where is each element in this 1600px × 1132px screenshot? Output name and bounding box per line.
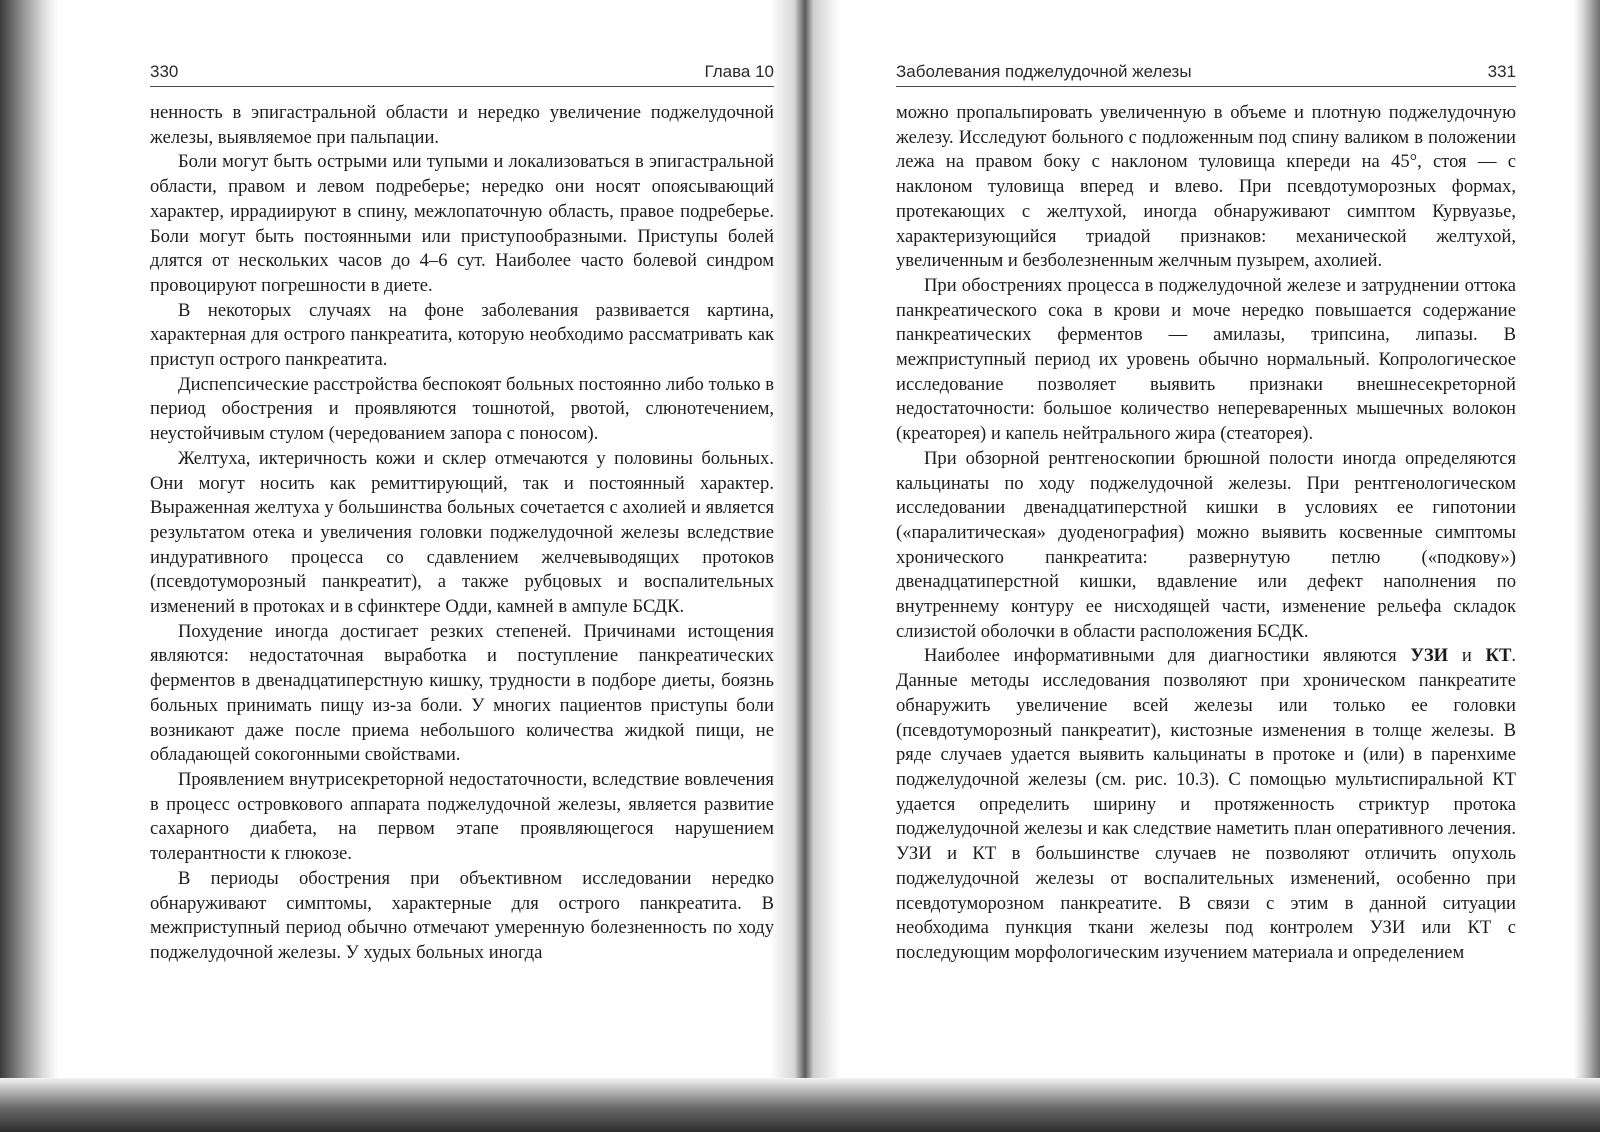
paragraph: Диспепсические расстройства беспокоят больных постоянно либо только в период обострения и проявляются тошнотой, рвотой, слюнотечением, неустойчивым стулом (чередованием запора с поносом). [150, 373, 774, 445]
right-page-header [896, 62, 1516, 87]
paragraph-lead: Наиболее информативными для диагностики являются [924, 645, 1397, 667]
paragraph: можно пропальпировать увеличенную в объеме и плотную поджелудочную железу. Исследуют больного с подложенным под спину валиком в положении лежа на правом боку с наклоном туловища кпереди на 45°, стоя — с наклоном туловища вперед и влево. При псевдотуморозных формах, протекающих с желтухой, иногда обнаруживают симптом Курвуазье, характеризующийся триадой признаков: механической желтухой, увеличенным и безболезненным желчным пузырем, ахолией. [896, 102, 1516, 272]
paragraph: Желтуха, иктеричность кожи и склер отмечаются у половины больных. Они могут носить как ремиттирующий, так и постоянный характер. Выраженная желтуха у большинства больных сочетается с ахолией и является результатом отека и увеличения головки поджелудочной железы вследствие индуративного процесса со сдавлением желчевыводящих протоков (псевдотуморозный панкреатит), а также рубцовых и воспалительных изменений в протоках и в сфинктере Одди, камней в ампуле БСДК. [150, 447, 774, 618]
bottom-scan-shadow [0, 1078, 1600, 1132]
left-page-body [150, 101, 774, 966]
book-gutter-fold [770, 0, 840, 1132]
paragraph: Проявлением внутрисекреторной недостаточности, вследствие вовлечения в процесс островкового аппарата поджелудочной железы, является развитие сахарного диабета, на первом этапе проявляющегося нарушением толерантности к глюкозе. [150, 768, 774, 865]
running-title: Глава 10 [704, 62, 774, 81]
right-page-body [896, 101, 1516, 966]
paragraph: Боли могут быть острыми или тупыми и локализоваться в эпигастральной области, правом и левом подреберье; нередко они носят опоясывающий характер, иррадиируют в спину, межлопаточную область, правое подреберье. Боли могут быть постоянными или приступообразными. Приступы болей длятся от нескольких часов до 4–6 сут. Наиболее часто болевой синдром провоцируют погрешности в диете. [150, 151, 774, 296]
running-title: Заболевания поджелудочной железы [896, 62, 1192, 81]
term-uzi: УЗИ [1410, 645, 1449, 667]
right-page [896, 62, 1516, 966]
right-page-edge-shadow [1574, 0, 1600, 1132]
paragraph: В периоды обострения при объективном исследовании нередко обнаруживают симптомы, характерные для острого панкреатита. В межприступный период обычно отмечают умеренную болезненность по ходу поджелудочной железы. У худых больных иногда [150, 867, 774, 963]
left-page [150, 62, 774, 966]
paragraph: ненность в эпигастральной области и нередко увеличение поджелудочной железы, выявляемое при пальпации. [150, 102, 774, 148]
left-page-edge-shadow [0, 0, 58, 1132]
term-kt: КТ [1485, 645, 1512, 667]
page-number: 331 [1487, 62, 1516, 81]
conjunction: и [1461, 645, 1472, 667]
paragraph-diagnostics [896, 644, 1516, 965]
page-number: 330 [150, 62, 179, 81]
paragraph: При обострениях процесса в поджелудочной железе и затруднении оттока панкреатического сока в крови и моче нередко повышается содержание панкреатических ферментов — амилазы, трипсина, липазы. В межприступный период их уровень обычно нормальный. Копрологическое исследование позволяет выявить признаки внешнесекреторной недостаточности: большое количество непереваренных мышечных волокон (креаторея) и капель нейтрального жира (стеаторея). [896, 274, 1516, 445]
paragraph: Похудение иногда достигает резких степеней. Причинами истощения являются: недостаточная выработка и поступление панкреатических ферментов в двенадцатиперстную кишку, трудности в подборе диеты, боязнь больных принимать пищу из-за боли. У многих пациентов приступы боли возникают даже после приема небольшого количества жидкой пищи, не обладающей сокогонными свойствами. [150, 620, 774, 766]
paragraph: В некоторых случаях на фоне заболевания развивается картина, характерная для острого панкреатита, которую необходимо рассматривать как приступ острого панкреатита. [150, 299, 774, 371]
paragraph: При обзорной рентгеноскопии брюшной полости иногда определяются кальцинаты по ходу поджелудочной железы. При рентгенологическом исследовании двенадцатиперстной кишки в условиях ее гипотонии («паралитическая» дуоденография) можно выявить косвенные симптомы хронического панкреатита: развернутую петлю («подкову») двенадцатиперстной кишки, вдавление или дефект наполнения по внутреннему контуру ее нисходящей части, изменение рельефа складок слизистой оболочки в области расположения БСДК. [896, 447, 1516, 642]
left-page-header [150, 62, 774, 87]
paragraph-rest: . Данные методы исследования позволяют при хроническом панкреатите обнаружить увеличение всей железы или только ее головки (псевдотуморозный панкреатит), кистозные изменения в толще железы. В ряде случаев удается выявить кальцинаты в протоке и (или) в паренхиме поджелудочной железы (см. рис. 10.3). С помощью мультиспиральной КТ удается определить ширину и протяженность стриктур протока поджелудочной железы и как следствие наметить план оперативного лечения. УЗИ и КТ в большинстве случаев не позволяют отличить опухоль поджелудочной железы от воспалительных изменений, особенно при псевдотуморозном панкреатите. В связи с этим в данной ситуации необходима пункция ткани железы под контролем УЗИ или КТ с последующим морфологическим изучением материала и определением [896, 645, 1517, 963]
